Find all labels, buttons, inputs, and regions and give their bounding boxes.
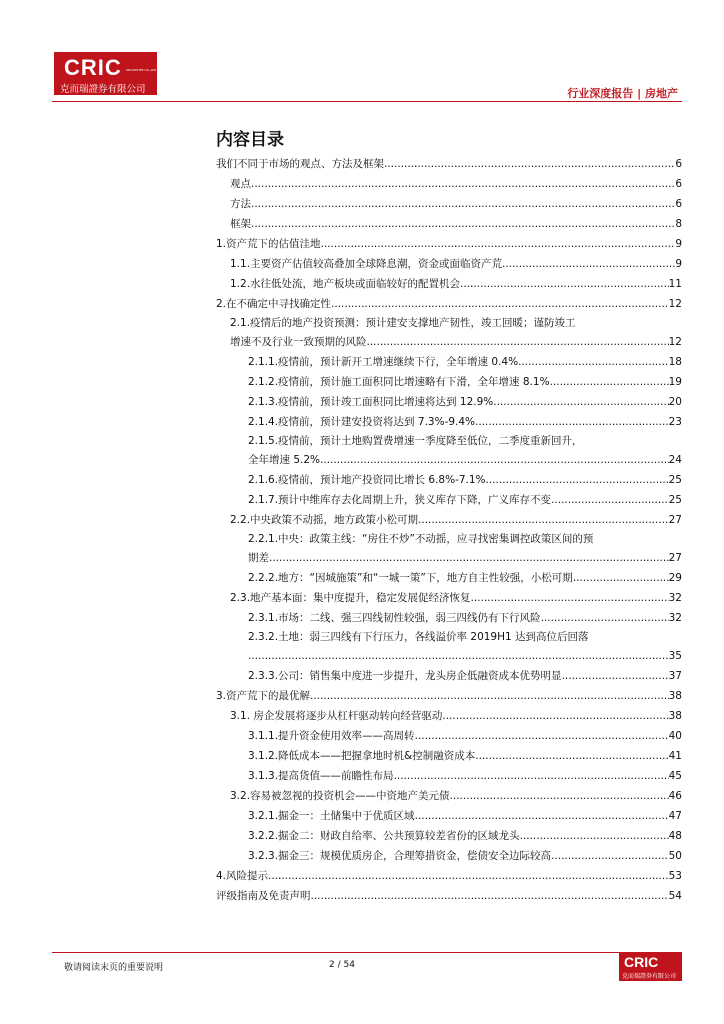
toc-leader <box>310 686 669 706</box>
toc-entry-text: 2.1.3.疫情前，预计竣工面积同比增速将达到 12.9% <box>248 396 494 408</box>
toc-page-number: 47 <box>668 810 682 822</box>
toc-leader <box>251 214 675 234</box>
toc-entry-text: 3.1. 房企发展将逐步从杠杆驱动转向经营驱动 <box>230 710 443 722</box>
toc-entry-text: 1.资产荒下的估值洼地 <box>216 238 321 250</box>
toc-entry[interactable] <box>216 254 682 274</box>
toc-leader <box>321 234 676 254</box>
toc-page-number: 19 <box>668 376 682 388</box>
toc-page-number: 6 <box>675 178 682 190</box>
toc-leader <box>460 274 669 294</box>
toc-page-number: 35 <box>668 650 682 662</box>
toc-entry-line1[interactable]: 2.1.5.疫情前，预计土地购置费增速一季度降至低位，二季度重新回升， <box>248 435 583 447</box>
toc-entry-line1[interactable]: 2.2.1.中央：政策主线：“房住不炒”不动摇，应寻找密集调控政策区间的预 <box>248 533 594 545</box>
toc-entry-text: 2.1.4.疫情前，预计建安投资将达到 7.3%-9.4% <box>248 416 476 428</box>
toc-leader <box>493 392 668 412</box>
toc-page-number: 18 <box>668 356 682 368</box>
toc-entry-text: 2.3.地产基本面：集中度提升，稳定发展促经济恢复 <box>230 592 471 604</box>
toc-leader <box>518 352 669 372</box>
toc-entry[interactable] <box>216 766 682 786</box>
toc-entry-text: 评级指南及免责声明 <box>216 890 311 902</box>
toc-page-number: 8 <box>675 218 682 230</box>
toc-leader <box>251 194 675 214</box>
toc-page-number: 20 <box>668 396 682 408</box>
toc-page-number: 6 <box>675 198 682 210</box>
toc-entry-text: 2.1.2.疫情前，预计施工面积同比增速略有下滑，全年增速 8.1% <box>248 376 550 388</box>
toc-page-number: 29 <box>668 572 682 584</box>
toc-entry[interactable] <box>216 826 682 846</box>
toc-entry[interactable] <box>216 806 682 826</box>
toc-leader <box>550 372 669 392</box>
toc-entry-text: 增速不及行业一致预期的风险 <box>230 336 367 348</box>
logo-brand: CRIC <box>64 55 122 80</box>
toc-leader <box>442 706 668 726</box>
toc-entry[interactable] <box>216 608 682 628</box>
toc-leader <box>475 412 669 432</box>
toc-entry[interactable] <box>216 646 682 666</box>
logo-company-name: 克而瑞證券有限公司 <box>60 84 146 95</box>
toc-page-number: 23 <box>668 416 682 428</box>
toc-entry[interactable] <box>216 706 682 726</box>
toc-entry-text: 全年增速 5.2% <box>248 454 321 466</box>
cric-logo <box>54 52 157 95</box>
toc-leader <box>486 470 669 490</box>
toc-entry-text: 2.3.3.公司：销售集中度进一步提升，龙头房企低融资成本优势明显 <box>248 670 562 682</box>
toc-leader <box>520 826 669 846</box>
toc-leader <box>394 766 669 786</box>
toc-entry[interactable] <box>216 412 682 432</box>
toc-page-number: 41 <box>668 750 682 762</box>
cric-logo-footer <box>619 953 682 981</box>
toc-page-number: 12 <box>668 298 682 310</box>
toc-entry[interactable] <box>216 372 682 392</box>
toc-entry[interactable] <box>216 274 682 294</box>
logo-sub: SECURITIES CO.,LTD <box>126 68 157 72</box>
toc-leader <box>551 490 669 510</box>
table-of-contents <box>216 154 682 906</box>
toc-entry-text: 2.2.2.地方：“因城施策”和“一城一策”下，地方自主性较强，小松可期 <box>248 572 573 584</box>
toc-leader <box>331 294 669 314</box>
toc-page-number: 25 <box>668 474 682 486</box>
toc-page-number: 32 <box>668 592 682 604</box>
toc-page-number: 38 <box>668 710 682 722</box>
toc-page-number: 25 <box>668 494 682 506</box>
toc-entry[interactable] <box>216 846 682 866</box>
toc-entry-text: 3.2.2.掘金二：财政自给率、公共预算较差省份的区域龙头 <box>248 830 520 842</box>
toc-page-number: 48 <box>668 830 682 842</box>
toc-leader <box>541 608 669 628</box>
toc-entry-text: 观点 <box>230 178 251 190</box>
toc-entry[interactable] <box>216 866 682 886</box>
toc-page-number: 27 <box>668 552 682 564</box>
footer-divider <box>52 952 682 953</box>
toc-leader <box>418 510 669 530</box>
toc-entry-text: 框架 <box>230 218 251 230</box>
toc-entry-text: 3.2.容易被忽视的投资机会——中资地产美元债 <box>230 790 450 802</box>
logo-brand-footer: CRIC <box>624 954 659 970</box>
toc-entry[interactable] <box>216 746 682 766</box>
toc-page-number: 38 <box>668 690 682 702</box>
toc-page-number: 6 <box>675 158 682 170</box>
toc-entry-text: 1.1.主要资产估值较高叠加全球降息潮，资金或面临资产荒 <box>230 258 503 270</box>
toc-entry-text: 方法 <box>230 198 251 210</box>
toc-entry[interactable] <box>216 214 682 234</box>
toc-entry-text: 2.1.1.疫情前，预计新开工增速继续下行，全年增速 0.4% <box>248 356 519 368</box>
toc-entry-text: 2.3.1.市场：二线、强三四线韧性较强，弱三四线仍有下行风险 <box>248 612 541 624</box>
toc-leader <box>268 866 669 886</box>
toc-leader <box>502 254 675 274</box>
toc-entry[interactable] <box>216 666 682 686</box>
toc-entry-text: 3.1.3.提高货值——前瞻性布局 <box>248 770 394 782</box>
toc-page-number: 45 <box>668 770 682 782</box>
toc-entry[interactable] <box>216 332 682 352</box>
toc-entry[interactable] <box>216 686 682 706</box>
toc-page-number: 32 <box>668 612 682 624</box>
toc-entry-line1[interactable]: 2.1.疫情后的地产投资预测：预计建安支撑地产韧性，竣工回暖；谨防竣工 <box>230 317 576 329</box>
toc-entry[interactable] <box>216 726 682 746</box>
toc-entry[interactable] <box>216 154 682 174</box>
toc-entry-text: 2.2.中央政策不动摇，地方政策小松可期 <box>230 514 419 526</box>
toc-entry-text: 3.1.1.提升资金使用效率——高周转 <box>248 730 415 742</box>
toc-entry[interactable] <box>216 470 682 490</box>
toc-page-number: 9 <box>675 238 682 250</box>
toc-page-number: 46 <box>668 790 682 802</box>
toc-leader <box>573 568 669 588</box>
toc-entry[interactable] <box>216 886 682 906</box>
toc-leader <box>269 548 669 568</box>
toc-entry[interactable] <box>216 510 682 530</box>
toc-entry-text: 3.资产荒下的最优解 <box>216 690 311 702</box>
toc-leader <box>475 746 668 766</box>
toc-entry-text: 4.风险提示 <box>216 870 269 882</box>
toc-leader <box>450 786 669 806</box>
toc-leader <box>248 646 669 666</box>
toc-page-number: 11 <box>668 278 682 290</box>
toc-entry-text: 我们不同于市场的观点、方法及框架 <box>216 158 384 170</box>
toc-leader <box>415 806 669 826</box>
toc-entry-text: 2.1.7.预计中维库存去化周期上升，狭义库存下降，广义库存不变 <box>248 494 552 506</box>
toc-entry-text: 期差 <box>248 552 269 564</box>
toc-entry[interactable] <box>216 568 682 588</box>
toc-entry[interactable] <box>216 450 682 470</box>
header-divider <box>52 101 682 102</box>
toc-leader <box>562 666 669 686</box>
toc-page-number: 53 <box>668 870 682 882</box>
toc-page-number: 54 <box>668 890 682 902</box>
toc-leader <box>551 846 669 866</box>
toc-entry[interactable] <box>216 490 682 510</box>
toc-leader <box>311 886 669 906</box>
toc-entry[interactable] <box>216 194 682 214</box>
toc-entry[interactable] <box>216 294 682 314</box>
toc-entry-text: 3.2.3.掘金三：规模优质房企，合理筹措资金，偿债安全边际较高 <box>248 850 552 862</box>
toc-entry[interactable] <box>216 352 682 372</box>
page-number: 2 / 54 <box>329 960 355 970</box>
toc-entry[interactable] <box>216 392 682 412</box>
report-category: 行业深度报告 | 房地产 <box>567 87 678 100</box>
toc-entry-text: 3.1.2.降低成本——把握拿地时机&控制融资成本 <box>248 750 476 762</box>
toc-leader <box>367 332 669 352</box>
logo-company-name-footer: 克而瑞證券有限公司 <box>622 973 677 980</box>
toc-entry[interactable] <box>216 174 682 194</box>
toc-page-number: 40 <box>668 730 682 742</box>
toc-entry-line1[interactable]: 2.3.2.土地：弱三四线有下行压力，各线溢价率 2019H1 达到高位后回落 <box>248 631 589 643</box>
toc-leader <box>471 588 669 608</box>
toc-entry-text: 3.2.1.掘金一：土储集中于优质区域 <box>248 810 415 822</box>
toc-entry[interactable] <box>216 588 682 608</box>
toc-page-number: 24 <box>668 454 682 466</box>
toc-leader <box>251 174 675 194</box>
toc-entry-text: 2.在不确定中寻找确定性 <box>216 298 332 310</box>
toc-page-number: 50 <box>668 850 682 862</box>
toc-page-number: 37 <box>668 670 682 682</box>
toc-page-number: 27 <box>668 514 682 526</box>
toc-entry[interactable] <box>216 786 682 806</box>
toc-leader <box>320 450 669 470</box>
toc-entry[interactable] <box>216 548 682 568</box>
footer-note: 敬请阅读末页的重要说明 <box>64 963 164 973</box>
toc-page-number: 9 <box>675 258 682 270</box>
toc-entry[interactable] <box>216 234 682 254</box>
toc-entry-text: 2.1.6.疫情前，预计地产投资同比增长 6.8%-7.1% <box>248 474 486 486</box>
toc-entry-text: 1.2.水往低处流，地产板块或面临较好的配置机会 <box>230 278 461 290</box>
toc-title: 内容目录 <box>216 130 284 150</box>
toc-leader <box>415 726 669 746</box>
toc-leader <box>384 154 675 174</box>
toc-page-number: 12 <box>668 336 682 348</box>
